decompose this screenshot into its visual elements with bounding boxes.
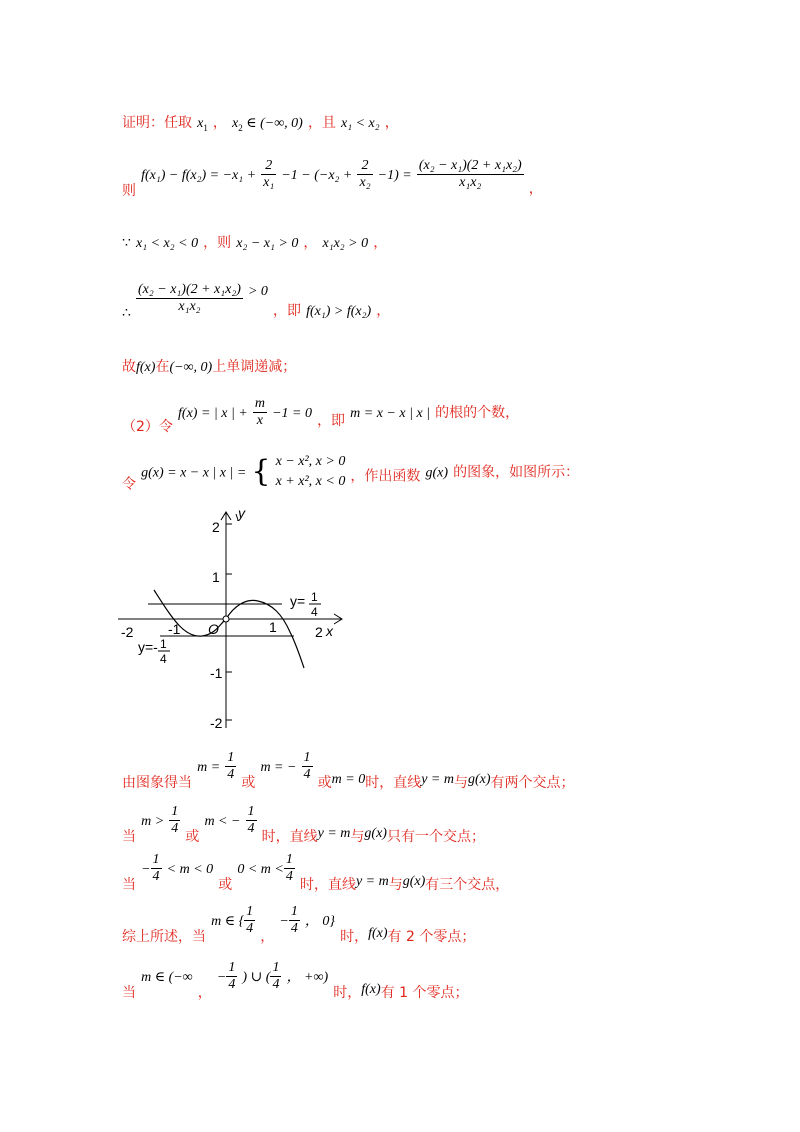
fraction-result: $\frac{\text{(x₂ − x₁)(2 + x₁x₂)}}{\text{x₁x₂}}$ xyxy=(418,158,522,190)
proof-line-5: 故f(x)在(−∞, 0)上单调递减； xyxy=(122,359,297,375)
x-tick-1: 1 xyxy=(269,619,277,635)
piecewise-cases: x − x², x > 0 x + x², x < 0 xyxy=(275,454,346,489)
fraction-m-over-x: $\frac{m}{x}$ xyxy=(254,396,265,428)
open-point-origin xyxy=(223,616,229,622)
summary-line-1: 综上所述，当 m ∈ { $\frac{1}{4}$ ， − $\frac{1}{4}$ ， 0} 时，f(x)有 2 个零点； xyxy=(122,904,476,945)
conclusion-line-1: 由图象得当 m = $\frac{1}{4}$ 或 m = − $\frac{1}{4}$ 或m = 0时，直线y = m与g(x)有两个交点； xyxy=(122,750,575,791)
var-x1: $x_1$ xyxy=(197,116,208,133)
upper-line-label: y= xyxy=(290,593,306,609)
x-tick-neg1: -1 xyxy=(168,621,181,637)
proof-line-2: 则 f(x₁) − f(x₂) = −x₁ + $\frac{2}{\text{x₁}}$ −1 − (−x₂ + $\frac{2}{\text{x₂}}$ −1) = $\frac{\text{(x₂ − x₁)(2 + x₁x₂)}}{\text{x₁x₂}}$ ， xyxy=(122,158,543,199)
x1-less-x2: x₁ < x₂ xyxy=(341,116,380,131)
because-symbol: ∵ xyxy=(122,236,131,251)
y-tick-neg2: -2 xyxy=(210,715,223,731)
proof-line-7: 令 g(x) = x − x | x | = { x − x², x > 0 x + x², x < 0 ，作出函数 g(x) 的图象，如图所示： xyxy=(122,454,580,493)
x-axis-label: x xyxy=(326,623,333,639)
y-axis-label: y xyxy=(238,506,245,521)
svg-text:4: 4 xyxy=(160,652,167,666)
proof-line-6: （2）令 f(x) = | x | + $\frac{m}{x}$ −1 = 0 ，即 m = x − x | x | 的根的个数， xyxy=(122,396,520,435)
conclusion-line-3: 当 − $\frac{1}{4}$ < m < 0 或 0 < m < $\frac{1}{4}$ 时，直线y = m与g(x)有三个交点， xyxy=(122,852,510,893)
conclusion-line-2: 当 m > $\frac{1}{4}$ 或 m < − $\frac{1}{4}$ 时，直线y = m与g(x)只有一个交点； xyxy=(122,804,485,845)
fraction-positive: $\frac{\text{(x₂ − x₁)(2 + x₁x₂)}}{\text{x₁x₂}}$ xyxy=(138,282,241,314)
piecewise-brace: { xyxy=(251,454,271,489)
x-tick-neg2: -2 xyxy=(121,624,134,640)
lower-line-label: y=- xyxy=(138,639,158,655)
proof-line-3: ∵ x₁ < x₂ < 0 ，则 x₂ − x₁ > 0 ， x₁x₂ > 0 ， xyxy=(122,235,388,251)
proof-line-1: 证明：任取 $x_1$ ， $x_2$ ∈ (−∞, 0) ，且 x₁ < x₂ ， xyxy=(122,115,399,133)
fraction-2-over-x2: $\frac{2}{\text{x₂}}$ xyxy=(359,158,371,190)
proof-label: 证明：任取 xyxy=(122,115,192,131)
y-tick-2: 2 xyxy=(212,519,220,535)
svg-text:1: 1 xyxy=(311,590,318,604)
summary-line-2: 当 m ∈ (−∞ ， − $\frac{1}{4}$ ) ∪ ( $\frac{1}{4}$ ， +∞) 时，f(x)有 1 个零点； xyxy=(122,960,469,1001)
var-x2-set: $x_2$ ∈ (−∞, 0) xyxy=(232,116,303,133)
svg-text:4: 4 xyxy=(311,605,318,619)
x-tick-2: 2 xyxy=(315,624,323,640)
fraction-2-over-x1: $\frac{2}{\text{x₁}}$ xyxy=(263,158,275,190)
svg-text:1: 1 xyxy=(160,637,167,651)
proof-line-4: ∴ $\frac{\text{(x₂ − x₁)(2 + x₁x₂)}}{\text{x₁x₂}}$ > 0 ，即 f(x₁) > f(x₂) ， xyxy=(122,282,391,321)
difference-expression: f(x₁) − f(x₂) = −x₁ + xyxy=(141,168,257,183)
therefore-symbol: ∴ xyxy=(122,306,131,321)
y-tick-1: 1 xyxy=(212,569,220,585)
y-tick-neg1: -1 xyxy=(210,665,223,681)
function-graph xyxy=(112,506,352,742)
origin-label: O xyxy=(208,621,219,637)
